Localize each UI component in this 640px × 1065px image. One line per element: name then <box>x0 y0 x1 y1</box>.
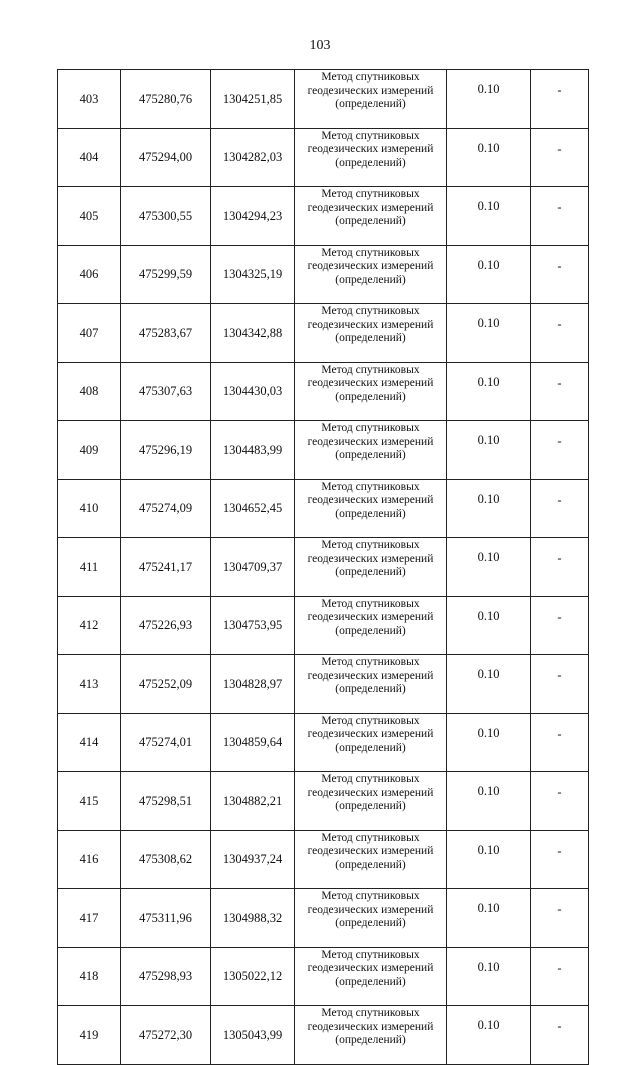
table-row <box>58 187 589 246</box>
y-coordinate-cell: 1304325,19 <box>211 245 295 304</box>
method-cell: Метод спутниковых геодезических измерений (определений) <box>295 830 447 889</box>
x-coordinate-cell: 475272,30 <box>121 1006 211 1065</box>
x-coordinate-cell: 475226,93 <box>121 596 211 655</box>
note-cell: - <box>531 538 589 597</box>
note-cell: - <box>531 128 589 187</box>
table-row <box>58 596 589 655</box>
note-cell: - <box>531 655 589 714</box>
y-coordinate-cell: 1304430,03 <box>211 362 295 421</box>
method-cell: Метод спутниковых геодезических измерений (определений) <box>295 772 447 831</box>
accuracy-cell: 0.10 <box>447 187 531 246</box>
y-coordinate-cell: 1304342,88 <box>211 304 295 363</box>
y-coordinate-cell: 1305022,12 <box>211 947 295 1006</box>
note-cell: - <box>531 479 589 538</box>
y-coordinate-cell: 1304251,85 <box>211 70 295 129</box>
table-row <box>58 772 589 831</box>
note-cell: - <box>531 772 589 831</box>
method-cell: Метод спутниковых геодезических измерений (определений) <box>295 245 447 304</box>
table-row <box>58 304 589 363</box>
table-row <box>58 479 589 538</box>
method-cell: Метод спутниковых геодезических измерений (определений) <box>295 947 447 1006</box>
method-cell: Метод спутниковых геодезических измерений (определений) <box>295 421 447 480</box>
y-coordinate-cell: 1304294,23 <box>211 187 295 246</box>
accuracy-cell: 0.10 <box>447 538 531 597</box>
note-cell: - <box>531 596 589 655</box>
x-coordinate-cell: 475307,63 <box>121 362 211 421</box>
x-coordinate-cell: 475298,93 <box>121 947 211 1006</box>
y-coordinate-cell: 1304988,32 <box>211 889 295 948</box>
table-row <box>58 947 589 1006</box>
x-coordinate-cell: 475283,67 <box>121 304 211 363</box>
x-coordinate-cell: 475274,01 <box>121 713 211 772</box>
x-coordinate-cell: 475280,76 <box>121 70 211 129</box>
point-number-cell: 411 <box>58 538 121 597</box>
accuracy-cell: 0.10 <box>447 830 531 889</box>
y-coordinate-cell: 1304882,21 <box>211 772 295 831</box>
table-row <box>58 655 589 714</box>
table-row <box>58 128 589 187</box>
x-coordinate-cell: 475308,62 <box>121 830 211 889</box>
y-coordinate-cell: 1304709,37 <box>211 538 295 597</box>
point-number-cell: 404 <box>58 128 121 187</box>
coordinates-table <box>57 69 589 1065</box>
accuracy-cell: 0.10 <box>447 70 531 129</box>
accuracy-cell: 0.10 <box>447 304 531 363</box>
method-cell: Метод спутниковых геодезических измерений (определений) <box>295 362 447 421</box>
method-cell: Метод спутниковых геодезических измерений (определений) <box>295 596 447 655</box>
point-number-cell: 405 <box>58 187 121 246</box>
accuracy-cell: 0.10 <box>447 128 531 187</box>
method-cell: Метод спутниковых геодезических измерений (определений) <box>295 304 447 363</box>
accuracy-cell: 0.10 <box>447 1006 531 1065</box>
y-coordinate-cell: 1304483,99 <box>211 421 295 480</box>
table-body <box>58 70 589 1065</box>
y-coordinate-cell: 1304753,95 <box>211 596 295 655</box>
y-coordinate-cell: 1305043,99 <box>211 1006 295 1065</box>
method-cell: Метод спутниковых геодезических измерений (определений) <box>295 70 447 129</box>
note-cell: - <box>531 889 589 948</box>
y-coordinate-cell: 1304282,03 <box>211 128 295 187</box>
note-cell: - <box>531 187 589 246</box>
method-cell: Метод спутниковых геодезических измерений (определений) <box>295 538 447 597</box>
method-cell: Метод спутниковых геодезических измерений (определений) <box>295 655 447 714</box>
point-number-cell: 408 <box>58 362 121 421</box>
method-cell: Метод спутниковых геодезических измерений (определений) <box>295 187 447 246</box>
accuracy-cell: 0.10 <box>447 479 531 538</box>
table-row <box>58 889 589 948</box>
method-cell: Метод спутниковых геодезических измерений (определений) <box>295 479 447 538</box>
x-coordinate-cell: 475274,09 <box>121 479 211 538</box>
x-coordinate-cell: 475296,19 <box>121 421 211 480</box>
accuracy-cell: 0.10 <box>447 889 531 948</box>
note-cell: - <box>531 1006 589 1065</box>
note-cell: - <box>531 713 589 772</box>
point-number-cell: 414 <box>58 713 121 772</box>
x-coordinate-cell: 475241,17 <box>121 538 211 597</box>
accuracy-cell: 0.10 <box>447 947 531 1006</box>
point-number-cell: 403 <box>58 70 121 129</box>
table-row <box>58 1006 589 1065</box>
table-row <box>58 70 589 129</box>
table-row <box>58 830 589 889</box>
point-number-cell: 415 <box>58 772 121 831</box>
note-cell: - <box>531 362 589 421</box>
note-cell: - <box>531 421 589 480</box>
accuracy-cell: 0.10 <box>447 655 531 714</box>
y-coordinate-cell: 1304937,24 <box>211 830 295 889</box>
point-number-cell: 406 <box>58 245 121 304</box>
y-coordinate-cell: 1304828,97 <box>211 655 295 714</box>
table-row <box>58 245 589 304</box>
accuracy-cell: 0.10 <box>447 713 531 772</box>
method-cell: Метод спутниковых геодезических измерений (определений) <box>295 889 447 948</box>
note-cell: - <box>531 70 589 129</box>
note-cell: - <box>531 830 589 889</box>
point-number-cell: 418 <box>58 947 121 1006</box>
point-number-cell: 412 <box>58 596 121 655</box>
y-coordinate-cell: 1304859,64 <box>211 713 295 772</box>
point-number-cell: 417 <box>58 889 121 948</box>
point-number-cell: 419 <box>58 1006 121 1065</box>
x-coordinate-cell: 475299,59 <box>121 245 211 304</box>
table-row <box>58 713 589 772</box>
page-number: 103 <box>309 38 331 53</box>
method-cell: Метод спутниковых геодезических измерений (определений) <box>295 713 447 772</box>
accuracy-cell: 0.10 <box>447 245 531 304</box>
method-cell: Метод спутниковых геодезических измерений (определений) <box>295 1006 447 1065</box>
accuracy-cell: 0.10 <box>447 596 531 655</box>
accuracy-cell: 0.10 <box>447 772 531 831</box>
point-number-cell: 409 <box>58 421 121 480</box>
accuracy-cell: 0.10 <box>447 421 531 480</box>
x-coordinate-cell: 475311,96 <box>121 889 211 948</box>
method-cell: Метод спутниковых геодезических измерений (определений) <box>295 128 447 187</box>
note-cell: - <box>531 304 589 363</box>
table-row <box>58 362 589 421</box>
note-cell: - <box>531 245 589 304</box>
note-cell: - <box>531 947 589 1006</box>
point-number-cell: 413 <box>58 655 121 714</box>
table-row <box>58 421 589 480</box>
point-number-cell: 416 <box>58 830 121 889</box>
point-number-cell: 407 <box>58 304 121 363</box>
point-number-cell: 410 <box>58 479 121 538</box>
x-coordinate-cell: 475298,51 <box>121 772 211 831</box>
x-coordinate-cell: 475252,09 <box>121 655 211 714</box>
table-row <box>58 538 589 597</box>
x-coordinate-cell: 475294,00 <box>121 128 211 187</box>
accuracy-cell: 0.10 <box>447 362 531 421</box>
y-coordinate-cell: 1304652,45 <box>211 479 295 538</box>
x-coordinate-cell: 475300,55 <box>121 187 211 246</box>
